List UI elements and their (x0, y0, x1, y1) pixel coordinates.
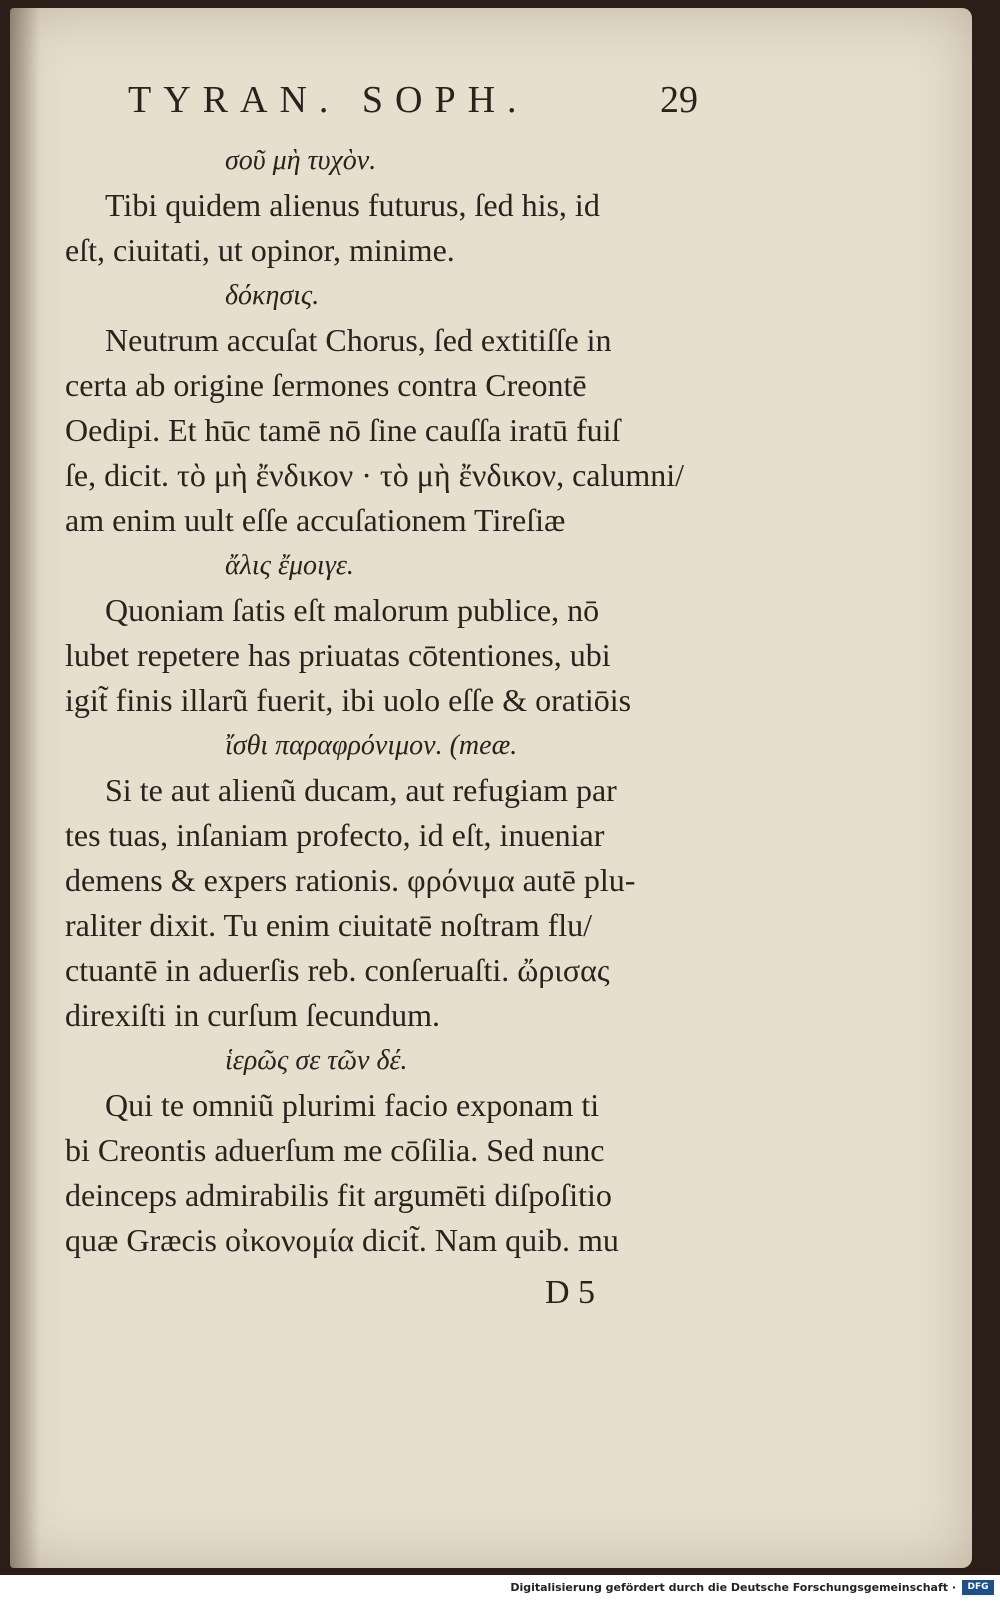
running-header (65, 78, 765, 138)
greek-lemma-line: ἱερῶς σε τῶν δέ. (225, 1045, 408, 1076)
text-line: Oedipi. Et hūc tamē nō ſine cauſſa iratū fuiſ (65, 412, 621, 448)
text-line: direxiſti in curſum ſecundum. (65, 997, 441, 1033)
text-line: ſe, dicit. τὸ μὴ ἔνδικον · τὸ μὴ ἔνδικον, calumni/ (65, 457, 685, 493)
text-line: raliter dixit. Tu enim ciuitatē noſtram flu/ (65, 907, 593, 943)
funding-credit: Digitalisierung gefördert durch die Deutsche Forschungsgemeinschaft · (510, 1581, 956, 1594)
text-line: Qui te omniũ plurimi facio exponam ti (105, 1087, 600, 1123)
text-line: Si te aut alienũ ducam, aut refugiam par (105, 772, 617, 808)
text-line: deinceps admirabilis fit argumēti diſpoſitio (65, 1177, 612, 1213)
text-line: demens & expers rationis. φρόνιμα autē plu- (65, 862, 636, 898)
text-line: am enim uult eſſe accuſationem Tireſiæ (65, 502, 566, 538)
body-text (65, 138, 765, 1263)
dfg-logo: DFG (962, 1580, 994, 1595)
text-line: ctuantē in aduerſis reb. conſeruaſti. ὤρισας (65, 952, 610, 988)
text-line: Tibi quidem alienus futurus, ſed his, id (105, 187, 600, 223)
greek-lemma-line: δόκησις. (225, 280, 320, 311)
text-block (65, 78, 765, 1323)
text-line: lubet repetere has priuatas cōtentiones, ubi (65, 637, 611, 673)
running-title: TYRAN. SOPH. (128, 79, 529, 121)
text-line: igit̃ finis illarũ fuerit, ibi uolo eſſe & oratiōis (65, 682, 632, 718)
page-number: 29 (660, 79, 698, 121)
signature-mark: D 5 (545, 1274, 596, 1311)
greek-lemma-line: ἄλις ἔμοιγε. (225, 550, 354, 581)
greek-lemma-line: ἴσθι παραφρόνιμον. (meæ. (225, 730, 518, 761)
text-line: tes tuas, inſaniam profecto, id eſt, inueniar (65, 817, 605, 853)
text-line: certa ab origine ſermones contra Creontē (65, 367, 587, 403)
book-page (10, 8, 972, 1568)
text-line: Quoniam ſatis eſt malorum publice, nō (105, 592, 600, 628)
text-line: Neutrum accuſat Chorus, ſed extitiſſe in (105, 322, 612, 358)
digitization-footer (0, 1575, 1000, 1601)
text-line: quæ Græcis οἰκονομία dicit̃. Nam quib. mu (65, 1222, 619, 1258)
text-line: bi Creontis aduerſum me cōſilia. Sed nunc (65, 1132, 605, 1168)
page-gutter-shadow (10, 8, 40, 1568)
text-line: eſt, ciuitati, ut opinor, minime. (65, 232, 455, 268)
greek-lemma-line: σοῦ μὴ τυχὸν. (225, 145, 377, 176)
